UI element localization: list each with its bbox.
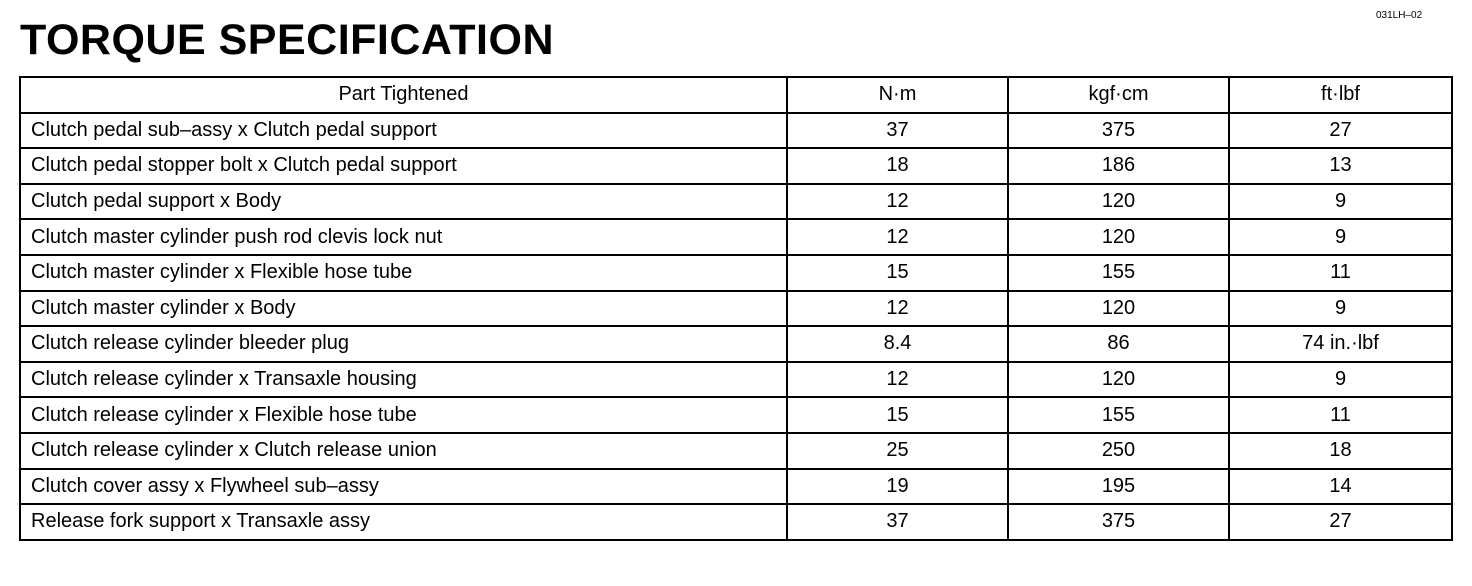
- nm-cell: 12: [787, 219, 1008, 255]
- kgf-cm-cell: 186: [1008, 148, 1229, 184]
- table-row: [20, 326, 1452, 362]
- part-cell: Clutch release cylinder x Transaxle housing: [20, 362, 787, 398]
- kgf-cm-cell: 120: [1008, 362, 1229, 398]
- kgf-cm-cell: 375: [1008, 113, 1229, 149]
- ft-lbf-cell: 27: [1229, 113, 1452, 149]
- part-cell: Clutch release cylinder bleeder plug: [20, 326, 787, 362]
- part-cell: Clutch pedal support x Body: [20, 184, 787, 220]
- kgf-cm-cell: 250: [1008, 433, 1229, 469]
- table-row: [20, 433, 1452, 469]
- ft-lbf-cell: 14: [1229, 469, 1452, 505]
- part-cell: Clutch cover assy x Flywheel sub–assy: [20, 469, 787, 505]
- nm-cell: 12: [787, 291, 1008, 327]
- part-cell: Clutch release cylinder x Clutch release union: [20, 433, 787, 469]
- header-part-tightened: Part Tightened: [20, 77, 787, 113]
- document-code: 031LH–02: [1376, 10, 1423, 21]
- part-cell: Clutch master cylinder push rod clevis lock nut: [20, 219, 787, 255]
- nm-cell: 25: [787, 433, 1008, 469]
- torque-spec-table: [19, 76, 1453, 541]
- ft-lbf-cell: 74 in.·lbf: [1229, 326, 1452, 362]
- nm-cell: 18: [787, 148, 1008, 184]
- table-header-row: [20, 77, 1452, 113]
- ft-lbf-cell: 13: [1229, 148, 1452, 184]
- table-row: [20, 219, 1452, 255]
- nm-cell: 12: [787, 362, 1008, 398]
- kgf-cm-cell: 155: [1008, 397, 1229, 433]
- kgf-cm-cell: 120: [1008, 291, 1229, 327]
- ft-lbf-cell: 27: [1229, 504, 1452, 540]
- ft-lbf-cell: 9: [1229, 362, 1452, 398]
- part-cell: Clutch master cylinder x Flexible hose tube: [20, 255, 787, 291]
- table-row: [20, 469, 1452, 505]
- part-cell: Clutch pedal stopper bolt x Clutch pedal support: [20, 148, 787, 184]
- kgf-cm-cell: 195: [1008, 469, 1229, 505]
- table-row: [20, 504, 1452, 540]
- part-cell: Clutch master cylinder x Body: [20, 291, 787, 327]
- table-row: [20, 291, 1452, 327]
- header-ft-lbf: ft·lbf: [1229, 77, 1452, 113]
- table-row: [20, 362, 1452, 398]
- ft-lbf-cell: 11: [1229, 255, 1452, 291]
- kgf-cm-cell: 120: [1008, 184, 1229, 220]
- ft-lbf-cell: 9: [1229, 184, 1452, 220]
- nm-cell: 37: [787, 113, 1008, 149]
- kgf-cm-cell: 86: [1008, 326, 1229, 362]
- part-cell: Release fork support x Transaxle assy: [20, 504, 787, 540]
- nm-cell: 15: [787, 255, 1008, 291]
- nm-cell: 37: [787, 504, 1008, 540]
- header-kgf-cm: kgf·cm: [1008, 77, 1229, 113]
- ft-lbf-cell: 11: [1229, 397, 1452, 433]
- table-row: [20, 148, 1452, 184]
- table-row: [20, 184, 1452, 220]
- kgf-cm-cell: 155: [1008, 255, 1229, 291]
- nm-cell: 19: [787, 469, 1008, 505]
- kgf-cm-cell: 375: [1008, 504, 1229, 540]
- table-row: [20, 255, 1452, 291]
- ft-lbf-cell: 9: [1229, 291, 1452, 327]
- table-row: [20, 113, 1452, 149]
- ft-lbf-cell: 9: [1229, 219, 1452, 255]
- page-title: TORQUE SPECIFICATION: [20, 16, 554, 64]
- header-nm: N·m: [787, 77, 1008, 113]
- part-cell: Clutch pedal sub–assy x Clutch pedal support: [20, 113, 787, 149]
- nm-cell: 12: [787, 184, 1008, 220]
- kgf-cm-cell: 120: [1008, 219, 1229, 255]
- part-cell: Clutch release cylinder x Flexible hose tube: [20, 397, 787, 433]
- nm-cell: 15: [787, 397, 1008, 433]
- ft-lbf-cell: 18: [1229, 433, 1452, 469]
- table-row: [20, 397, 1452, 433]
- nm-cell: 8.4: [787, 326, 1008, 362]
